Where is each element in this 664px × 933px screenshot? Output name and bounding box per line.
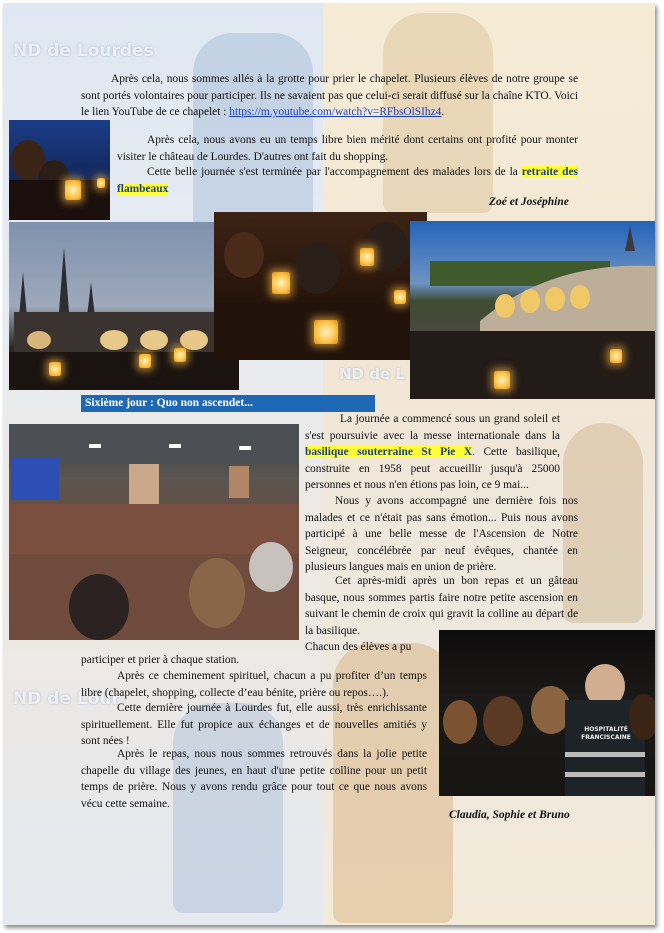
paragraph-participer: participer et prier à chaque station. bbox=[81, 654, 240, 666]
paragraph-apres-midi: Cet après-midi après un bon repas et un gâteau basque, nous sommes partis faire notre petite ascension en suivant le chemin de croix qui gravit la colline au départ de la basilique. bbox=[305, 575, 578, 637]
signature-claudia-sophie-bruno: Claudia, Sophie et Bruno bbox=[449, 809, 570, 821]
basilica-interior bbox=[9, 424, 299, 640]
photo-procession-candles bbox=[214, 212, 427, 360]
photo-basilica-dusk bbox=[9, 222, 239, 390]
paragraph-derniere-journee: Cette dernière journée à Lourdes fut, elle aussi, très enrichissante spirituellement. Elle fut propice aux échanges et de nouvelles amitiés y sont nées ! bbox=[81, 702, 427, 748]
section-title-sixth-day: Sixième jour : Quo non ascendet... bbox=[81, 395, 375, 412]
youtube-link[interactable]: https://m.youtube.com/watch?v=RFbsOlSIhz4 bbox=[229, 106, 442, 119]
highlight-retraite-flambeaux: retraite des flambeaux bbox=[117, 166, 578, 195]
paragraph-cheminement: Après ce cheminement spirituel, chacun a pu profiter d’un temps libre (chapelet, shopping, collecte d’eau bénite, prière ou repos….). bbox=[81, 670, 427, 699]
document-page bbox=[3, 3, 655, 925]
watermark-text: ND de Lour bbox=[13, 689, 120, 709]
highlight-basilique-st-pie-x: basilique souterraine St Pie X bbox=[305, 446, 473, 459]
watermark-text: ND de Lourdes bbox=[13, 41, 154, 61]
paragraph-chacun-eleves: Chacun des élèves a pu bbox=[305, 641, 412, 653]
paragraph-flambeaux: Cette belle journée s'est terminée par l'accompagnement des malades lors de la retraite des flambeaux bbox=[117, 166, 578, 195]
photo-rosary-square bbox=[410, 221, 655, 399]
signature-zoe-josephine: Zoé et Joséphine bbox=[489, 196, 569, 208]
rosary-square-scene bbox=[410, 221, 655, 399]
paragraph-malades: Nous y avons accompagné une dernière fois nos malades et ce n'était pas sans émotion... Puis nous avons participé à une belle messe de l'Ascension de Notre Seigneur, concélébrée par neuf évêques, chantée en plusieurs langues mais en union de prière. bbox=[305, 495, 578, 574]
paragraph-messe-internationale: La journée a commencé sous un grand soleil et s'est poursuivie avec la messe internationale dans la basilique souterraine St Pie X. Cette basilique, construite en 1958 peut accueillir jusqu'à 25000 personnes et nous n'en étions pas loin, ce 9 mai... bbox=[305, 413, 561, 492]
watermark-text: ND de L bbox=[339, 365, 405, 383]
vest-label: HOSPITALITÉ FRANCISCAINE bbox=[581, 726, 631, 741]
basilica-silhouette bbox=[9, 222, 239, 390]
photo-girl-candle bbox=[9, 120, 110, 220]
paragraph-temps-libre: Après cela, nous avons eu un temps libre bien mérité dont certains ont profité pour monter visiter le château de Lourdes. D'autres ont fait du shopping. bbox=[117, 134, 578, 163]
photo-underground-basilica bbox=[9, 424, 299, 640]
paragraph-chapelle: Après le repas, nous nous sommes retrouvés dans la jolie petite chapelle du village des jeunes, en haut d'une petite colline pour un petit temps de prière. Nous y avons rendu grâce pour tout ce que nous avons vécu cette semaine. bbox=[81, 748, 427, 810]
paragraph-grotte: Après cela, nous sommes allés à la grotte pour prier le chapelet. Plusieurs élèves de notre groupe se sont portés volontaires pour participer. Ils ne savaient pas que celui-ci serait diffusé sur la chaîne KTO. Voici le lien YouTube de ce chapelet : https://m.youtube.com/watch?v=RFbsOlSIhz4. bbox=[81, 73, 578, 119]
photo-students-volunteer bbox=[439, 630, 655, 796]
